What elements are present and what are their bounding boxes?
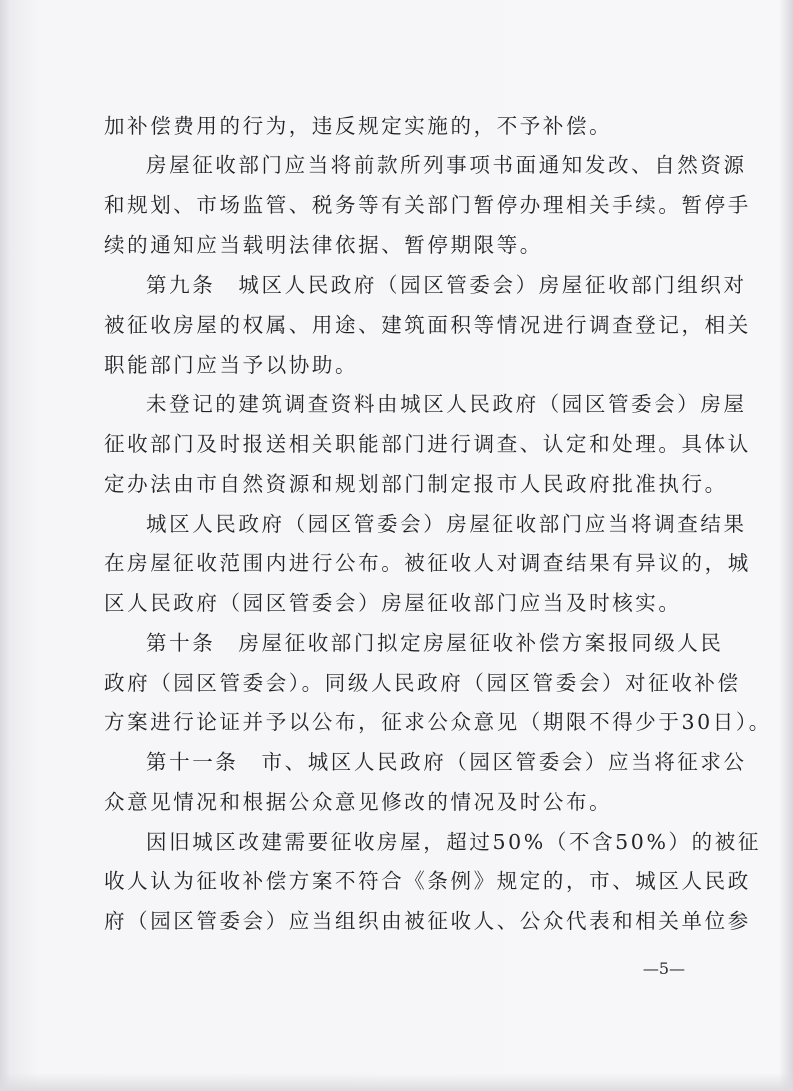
- page-number: —5—: [642, 959, 685, 978]
- text-line-18: 众意见情况和根据公众意见修改的情况及时公布。: [104, 790, 613, 814]
- text-line-2: 房屋征收部门应当将前款所列事项书面通知发改、自然资源: [146, 153, 747, 177]
- text-line-3: 和规划、市场监管、税务等有关部门暂停办理相关手续。暂停手: [104, 193, 751, 217]
- text-line-13: 区人民政府（园区管委会）房屋征收部门应当及时核实。: [104, 591, 682, 615]
- text-line-7: 职能部门应当予以协助。: [104, 353, 359, 377]
- text-line-10: 定办法由市自然资源和规划部门制定报市人民政府批准执行。: [104, 472, 728, 496]
- text-line-12: 在房屋征收范围内进行公布。被征收人对调查结果有异议的，城: [104, 551, 751, 575]
- text-line-6: 被征收房屋的权属、用途、建筑面积等情况进行调查登记，相关: [104, 313, 751, 337]
- scan-edge-right: [779, 0, 793, 1091]
- text-line-16: 方案进行论证并予以公布，征求公众意见（期限不得少于30日）。: [104, 710, 772, 734]
- article-9-heading-line: 第九条 城区人民政府（园区管委会）房屋征收部门组织对: [146, 273, 747, 297]
- scan-edge-bottom: [0, 1073, 793, 1091]
- text-line-4: 续的通知应当载明法律依据、暂停期限等。: [104, 233, 543, 257]
- text-line-15: 政府（园区管委会）。同级人民政府（园区管委会）对征收补偿: [104, 671, 741, 695]
- text-line-9: 征收部门及时报送相关职能部门进行调查、认定和处理。具体认: [104, 432, 751, 456]
- article-11-heading-line: 第十一条 市、城区人民政府（园区管委会）应当将征求公: [146, 750, 747, 774]
- text-line-19: 因旧城区改建需要征收房屋，超过50%（不含50%）的被征: [146, 830, 761, 854]
- text-line-21: 府（园区管委会）应当组织由被征收人、公众代表和相关单位参: [104, 909, 751, 933]
- text-line-8: 未登记的建筑调查资料由城区人民政府（园区管委会）房屋: [146, 392, 747, 416]
- text-line-1: 加补偿费用的行为，违反规定实施的，不予补偿。: [104, 114, 613, 138]
- article-10-heading-line: 第十条 房屋征收部门拟定房屋征收补偿方案报同级人民: [146, 631, 724, 655]
- text-line-20: 收人认为征收补偿方案不符合《条例》规定的，市、城区人民政: [104, 869, 751, 893]
- text-line-11: 城区人民政府（园区管委会）房屋征收部门应当将调查结果: [146, 512, 747, 536]
